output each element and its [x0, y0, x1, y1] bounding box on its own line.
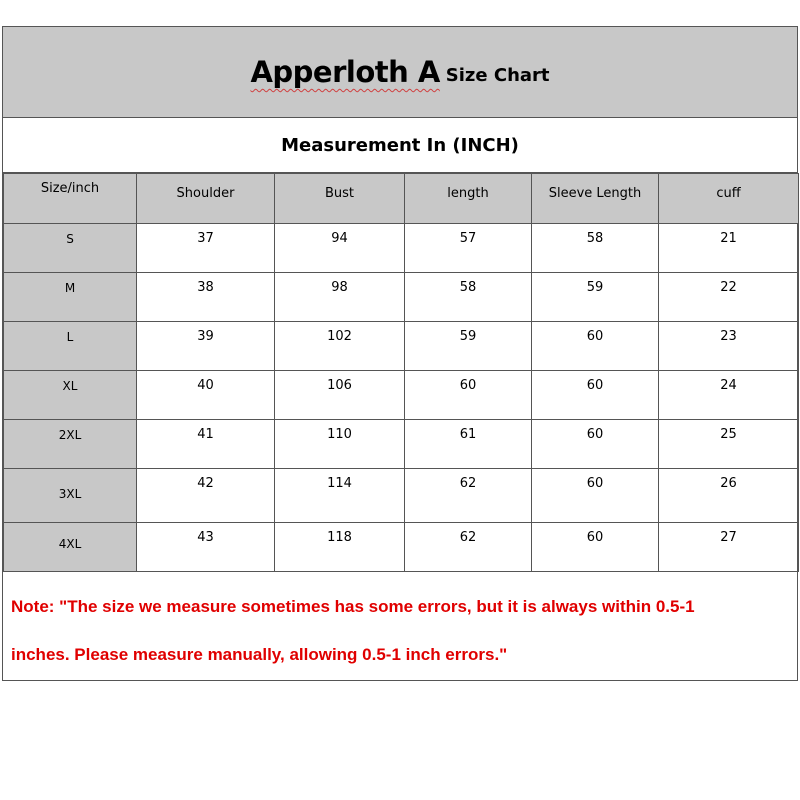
cuff-value: 21 — [659, 224, 799, 273]
column-header-bust: Bust — [275, 174, 405, 224]
length-value: 60 — [405, 371, 532, 420]
sleeve-length-value: 60 — [532, 420, 659, 469]
shoulder-value: 38 — [137, 273, 275, 322]
cuff-value: 23 — [659, 322, 799, 371]
size-table — [3, 173, 799, 572]
table-row — [4, 322, 799, 371]
column-header-cuff: cuff — [659, 174, 799, 224]
size-label: 2XL — [4, 420, 137, 469]
column-header-length: length — [405, 174, 532, 224]
table-row — [4, 469, 799, 523]
length-value: 57 — [405, 224, 532, 273]
table-header-row — [4, 174, 799, 224]
sleeve-length-value: 58 — [532, 224, 659, 273]
cuff-value: 27 — [659, 523, 799, 572]
cuff-value: 22 — [659, 273, 799, 322]
table-row — [4, 273, 799, 322]
size-label: S — [4, 224, 137, 273]
bust-value: 114 — [275, 469, 405, 523]
measurement-unit-heading: Measurement In (INCH) — [3, 118, 797, 173]
shoulder-value: 37 — [137, 224, 275, 273]
shoulder-value: 41 — [137, 420, 275, 469]
column-header-shoulder: Shoulder — [137, 174, 275, 224]
bust-value: 106 — [275, 371, 405, 420]
shoulder-value: 43 — [137, 523, 275, 572]
cuff-value: 26 — [659, 469, 799, 523]
sleeve-length-value: 60 — [532, 469, 659, 523]
table-row — [4, 420, 799, 469]
size-label: L — [4, 322, 137, 371]
cuff-value: 25 — [659, 420, 799, 469]
sleeve-length-value: 60 — [532, 371, 659, 420]
shoulder-value: 40 — [137, 371, 275, 420]
table-row — [4, 371, 799, 420]
bust-value: 102 — [275, 322, 405, 371]
sleeve-length-value: 60 — [532, 322, 659, 371]
length-value: 58 — [405, 273, 532, 322]
bust-value: 98 — [275, 273, 405, 322]
size-label: 4XL — [4, 523, 137, 572]
length-value: 59 — [405, 322, 532, 371]
bust-value: 94 — [275, 224, 405, 273]
measurement-note — [3, 571, 797, 681]
column-header-sleeve-length: Sleeve Length — [532, 174, 659, 224]
bust-value: 118 — [275, 523, 405, 572]
cuff-value: 24 — [659, 371, 799, 420]
table-row — [4, 523, 799, 572]
chart-title-suffix: Size Chart — [445, 64, 550, 86]
size-chart — [2, 26, 798, 681]
length-value: 62 — [405, 523, 532, 572]
note-line-1: Note: "The size we measure sometimes has some errors, but it is always within 0.5-1 — [11, 597, 695, 616]
sleeve-length-value: 60 — [532, 523, 659, 572]
brand-title: Apperloth A — [250, 55, 440, 89]
sleeve-length-value: 59 — [532, 273, 659, 322]
size-label: M — [4, 273, 137, 322]
title-bar — [3, 27, 797, 118]
shoulder-value: 42 — [137, 469, 275, 523]
bust-value: 110 — [275, 420, 405, 469]
table-row — [4, 224, 799, 273]
shoulder-value: 39 — [137, 322, 275, 371]
size-label: 3XL — [4, 469, 137, 523]
note-line-2: inches. Please measure manually, allowing 0.5-1 inch errors." — [11, 645, 508, 664]
column-header-size: Size/inch — [4, 174, 137, 224]
length-value: 62 — [405, 469, 532, 523]
size-label: XL — [4, 371, 137, 420]
length-value: 61 — [405, 420, 532, 469]
